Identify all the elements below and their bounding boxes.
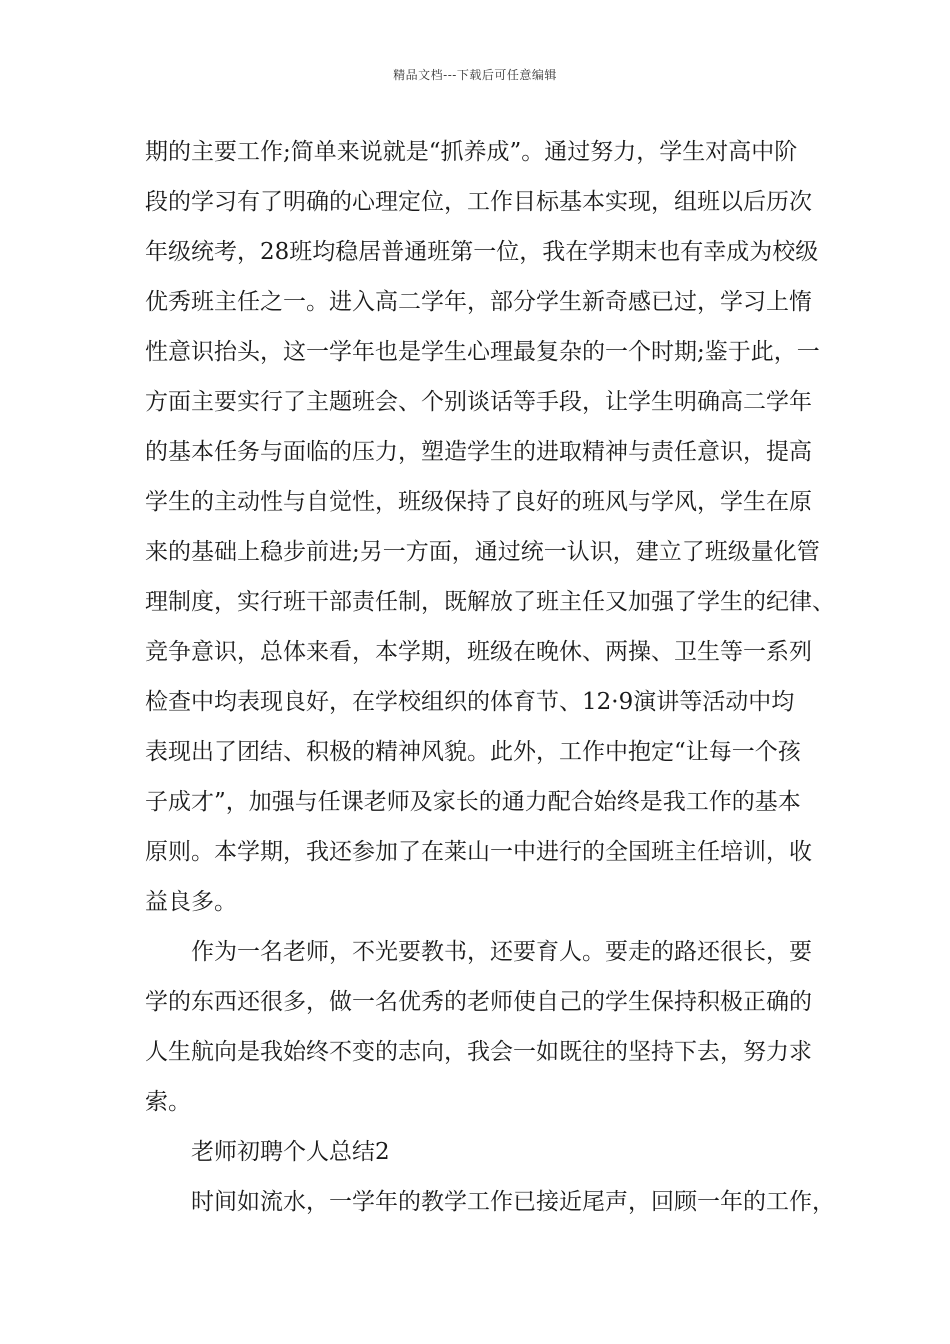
text-line: 检查中均表现良好，在学校组织的体育节、12·9演讲等活动中均 — [145, 689, 795, 715]
section-heading: 老师初聘个人总结2 — [191, 1139, 390, 1165]
text-line: 理制度，实行班干部责任制，既解放了班主任又加强了学生的纪律、 — [145, 589, 835, 615]
text-line: 时间如流水，一学年的教学工作已接近尾声，回顾一年的工作， — [191, 1189, 835, 1215]
text-line: 表现出了团结、积极的精神风貌。此外，工作中抱定“让每一个孩 — [145, 739, 801, 765]
document-body — [145, 127, 835, 1227]
text-line: 子成才”，加强与任课老师及家长的通力配合始终是我工作的基本 — [145, 789, 801, 815]
text-line: 年级统考，28班均稳居普通班第一位，我在学期末也有幸成为校级 — [145, 239, 819, 265]
text-line: 段的学习有了明确的心理定位，工作目标基本实现，组班以后历次 — [145, 189, 812, 215]
paragraph-2 — [145, 927, 825, 1127]
text-line: 人生航向是我始终不变的志向，我会一如既往的坚持下去，努力求 — [145, 1039, 812, 1065]
text-line: 竞争意识，总体来看，本学期，班级在晚休、两操、卫生等一系列 — [145, 639, 812, 665]
text-line: 索。 — [145, 1089, 191, 1115]
paragraph-1 — [145, 127, 835, 927]
paragraph-3 — [145, 1177, 835, 1227]
text-line: 的基本任务与面临的压力，塑造学生的进取精神与责任意识，提高 — [145, 439, 812, 465]
text-line: 原则。本学期，我还参加了在莱山一中进行的全国班主任培训，收 — [145, 839, 812, 865]
text-line: 益良多。 — [145, 889, 237, 915]
text-line: 期的主要工作;简单来说就是“抓养成”。通过努力，学生对高中阶 — [145, 139, 798, 165]
text-line: 优秀班主任之一。进入高二学年，部分学生新奇感已过，学习上惰 — [145, 289, 812, 315]
section-title — [145, 1127, 825, 1177]
text-line: 性意识抬头，这一学年也是学生心理最复杂的一个时期;鉴于此，一 — [145, 339, 820, 365]
text-line: 作为一名老师，不光要教书，还要育人。要走的路还很长，要 — [191, 939, 812, 965]
text-line: 方面主要实行了主题班会、个别谈话等手段，让学生明确高二学年 — [145, 389, 812, 415]
text-line: 学的东西还很多，做一名优秀的老师使自己的学生保持积极正确的 — [145, 989, 812, 1015]
page-header: 精品文档---下载后可任意编辑 — [393, 68, 557, 82]
text-line: 学生的主动性与自觉性，班级保持了良好的班风与学风，学生在原 — [145, 489, 812, 515]
text-line: 来的基础上稳步前进;另一方面，通过统一认识，建立了班级量化管 — [145, 539, 820, 565]
